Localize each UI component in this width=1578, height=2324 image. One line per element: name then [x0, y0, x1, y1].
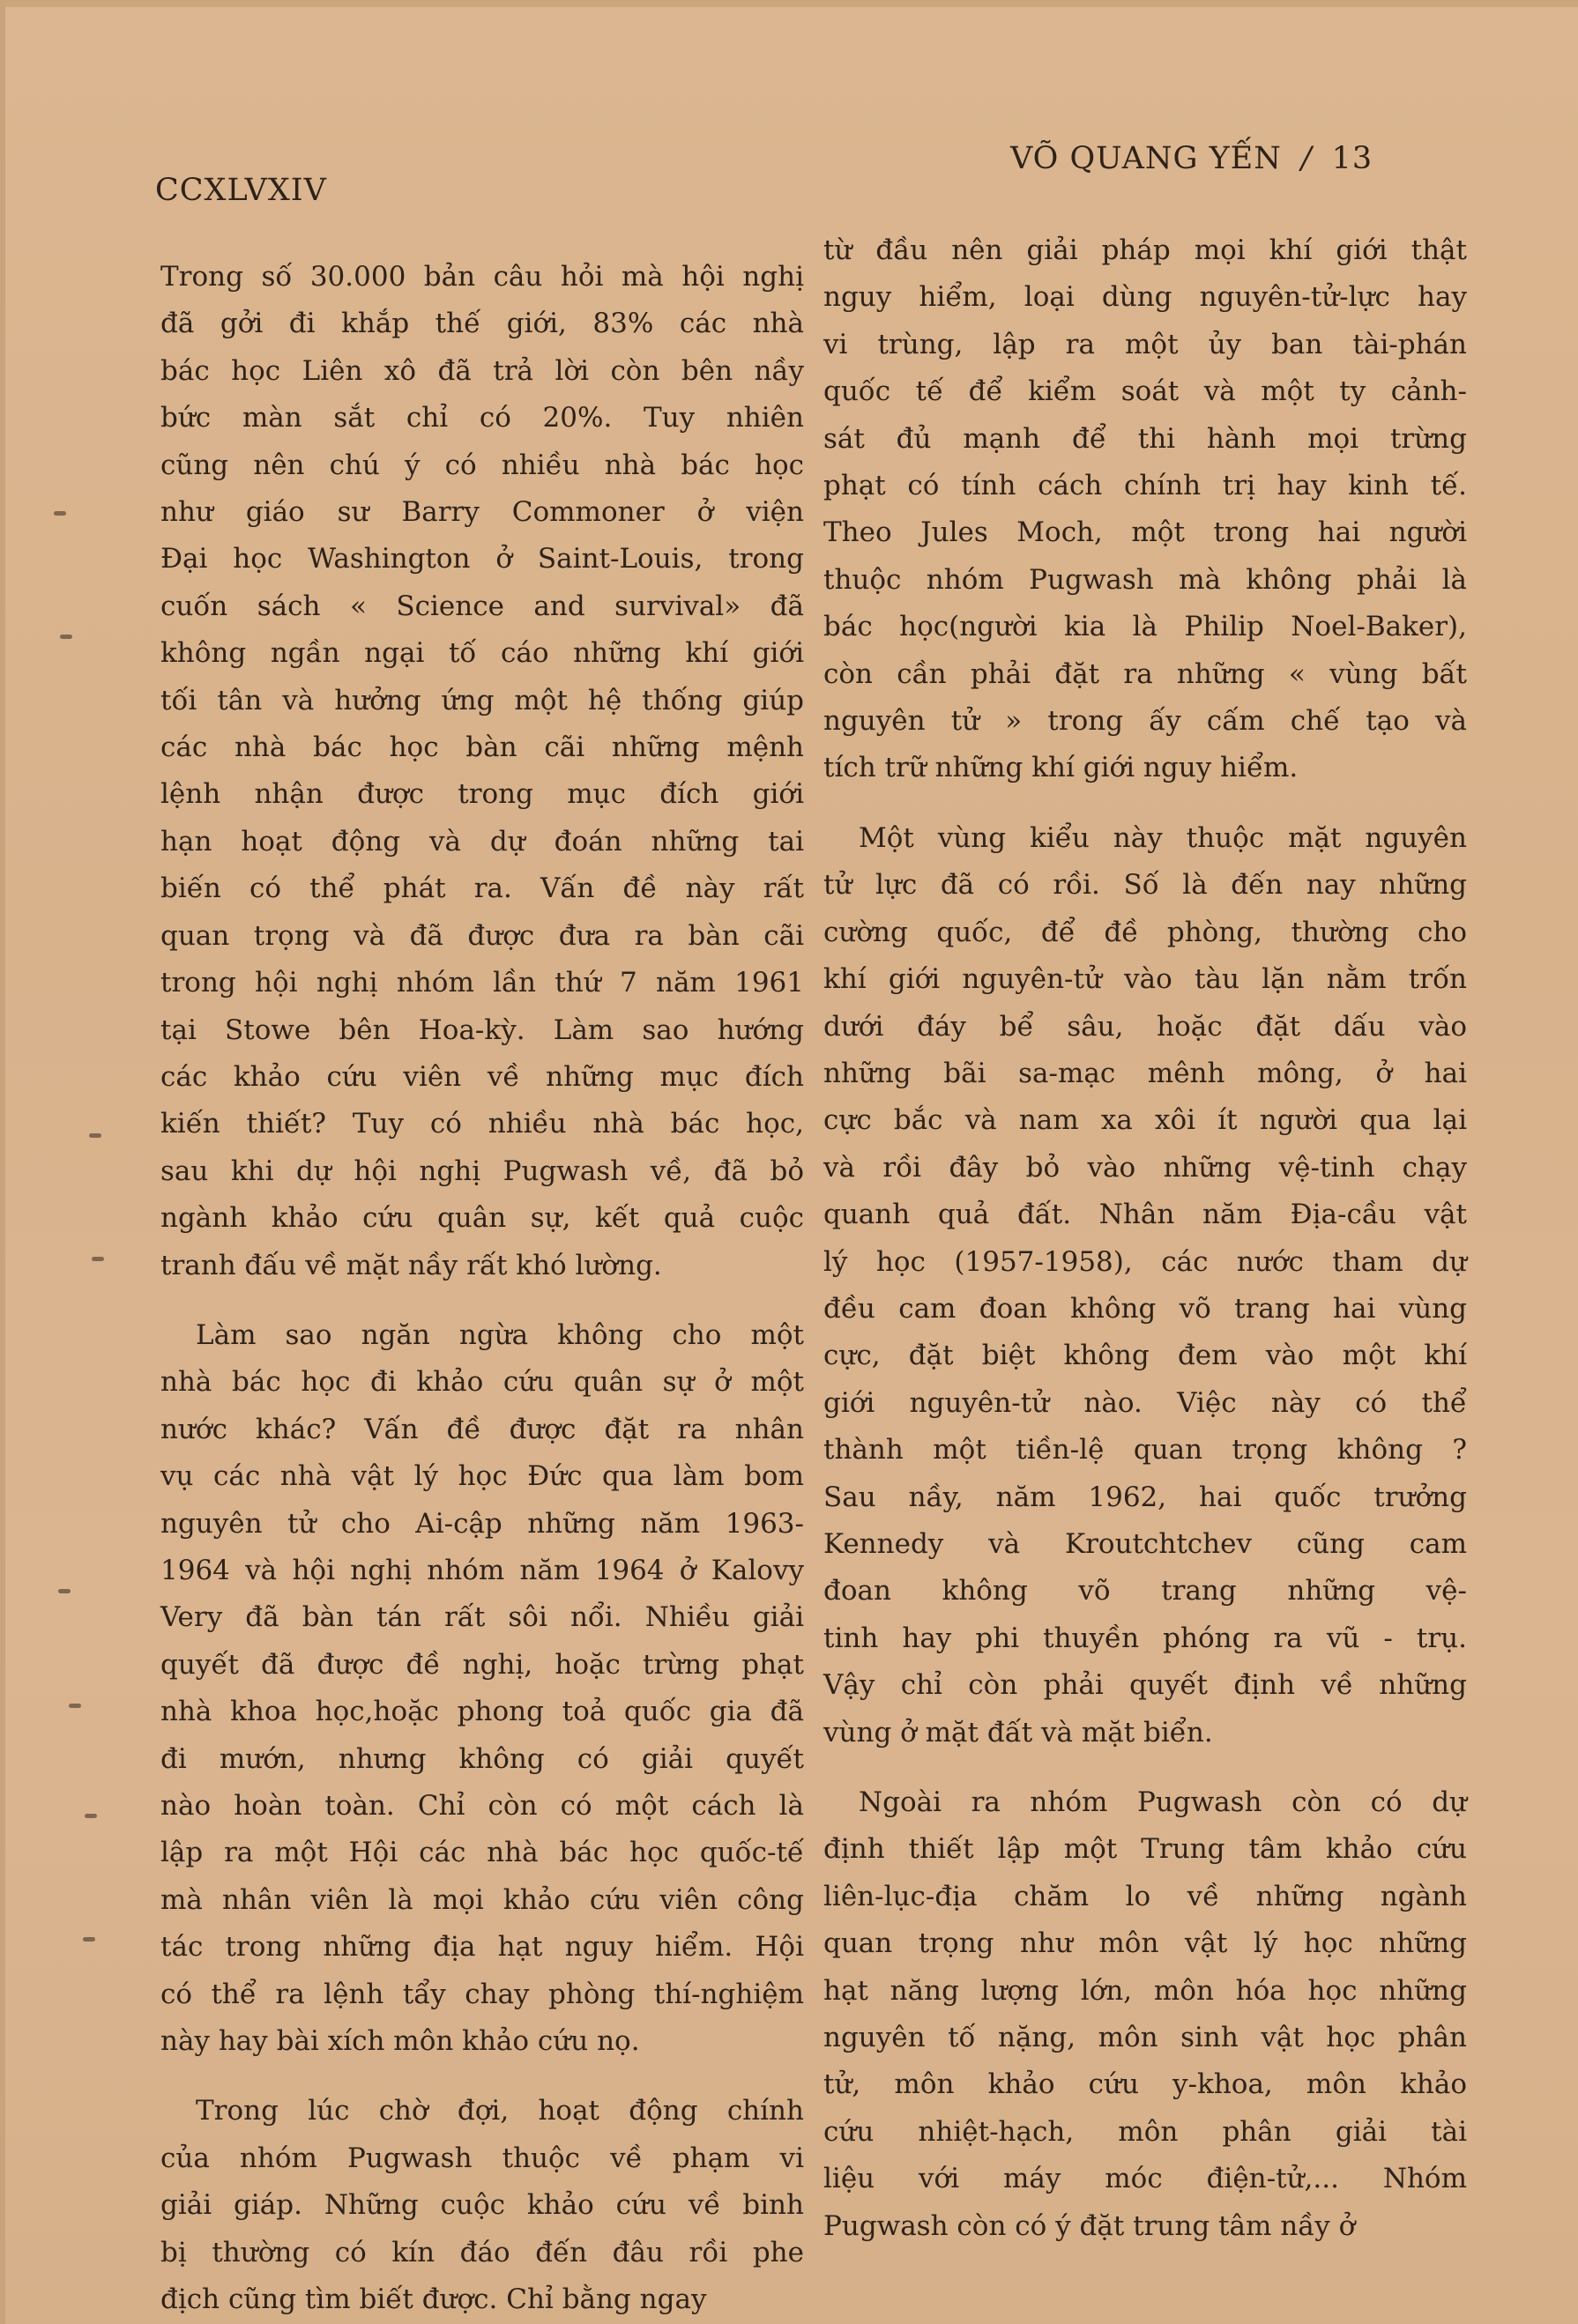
- text-line: bác học Liên xô đã trả lời còn bên nầy: [160, 354, 804, 387]
- text-line: phạt có tính cách chính trị hay kinh tế.: [823, 470, 1467, 502]
- paragraph-gap: [160, 2065, 804, 2088]
- text-line: cực bắc và nam xa xôi ít người qua lại: [823, 1104, 1467, 1137]
- text-line: Trong số 30.000 bản câu hỏi mà hội nghị: [160, 261, 804, 293]
- text-line: nguyên tử » trong ấy cấm chế tạo và: [823, 705, 1467, 738]
- text-line: biến có thể phát ra. Vấn đề này rất: [160, 872, 804, 905]
- text-line: đều cam đoan không võ trang hai vùng: [823, 1292, 1467, 1325]
- text-line: cứu nhiệt-hạch, môn phân giải tài: [823, 2115, 1467, 2148]
- text-line: kiến thiết? Tuy có nhiều nhà bác học,: [160, 1108, 804, 1140]
- text-line: của nhóm Pugwash thuộc về phạm vi: [160, 2142, 804, 2174]
- text-line: bị thường có kín đáo đến đâu rồi phe: [160, 2236, 804, 2268]
- text-line: quyết đã được đề nghị, hoặc trừng phạt: [160, 1648, 804, 1681]
- text-line: sau khi dự hội nghị Pugwash về, đã bỏ: [160, 1155, 804, 1187]
- text-line: Trong lúc chờ đợi, hoạt động chính: [196, 2095, 804, 2127]
- margin-mark: [58, 1589, 71, 1593]
- text-line: nhà bác học đi khảo cứu quân sự ở một: [160, 1366, 804, 1399]
- text-line: bức màn sắt chỉ có 20%. Tuy nhiên: [160, 402, 804, 434]
- text-line: đã gởi đi khắp thế giới, 83% các nhà: [160, 308, 804, 340]
- text-line: lệnh nhận được trong mục đích giới: [160, 778, 804, 811]
- text-line: dưới đáy bể sâu, hoặc đặt dấu vào: [823, 1010, 1467, 1043]
- margin-mark: [69, 1704, 81, 1708]
- text-line: vùng ở mặt đất và mặt biển.: [823, 1716, 1213, 1749]
- page-label: CCXLVXIV: [155, 173, 327, 208]
- text-line: tử lực đã có rồi. Số là đến nay những: [823, 869, 1467, 902]
- paragraph: [823, 227, 1467, 792]
- text-line: ngành khảo cứu quân sự, kết quả cuộc: [160, 1202, 804, 1235]
- text-line: tại Stowe bên Hoa-kỳ. Làm sao hướng: [160, 1014, 804, 1046]
- paragraph-gap: [823, 792, 1467, 815]
- text-line: khí giới nguyên-tử vào tàu lặn nằm trốn: [823, 963, 1467, 996]
- text-line: nhà khoa học,hoặc phong toả quốc gia đã: [160, 1696, 804, 1728]
- text-line: nào hoàn toàn. Chỉ còn có một cách là: [160, 1790, 804, 1822]
- text-line: đoan không võ trang những vệ-: [823, 1575, 1467, 1607]
- paragraph-gap: [823, 1756, 1467, 1779]
- text-line: nguyên tử cho Ai-cập những năm 1963-: [160, 1507, 804, 1540]
- text-line: địch cũng tìm biết được. Chỉ bằng ngay: [160, 2283, 707, 2316]
- paragraph: [823, 815, 1467, 1756]
- header-separator: /: [1300, 141, 1313, 176]
- margin-mark: [89, 1133, 101, 1138]
- text-line: quan trọng và đã được đưa ra bàn cãi: [160, 919, 804, 952]
- text-line: như giáo sư Barry Commoner ở viện: [160, 496, 804, 529]
- text-line: bác học(người kia là Philip Noel-Baker),: [823, 611, 1467, 643]
- text-line: nguy hiểm, loại dùng nguyên-tử-lực hay: [823, 281, 1467, 314]
- text-line: vi trùng, lập ra một ủy ban tài-phán: [823, 328, 1467, 360]
- text-line: liên-lục-địa chăm lo về những ngành: [823, 1880, 1467, 1912]
- text-line: Theo Jules Moch, một trong hai người: [823, 516, 1467, 549]
- text-line: thuộc nhóm Pugwash mà không phải là: [823, 563, 1467, 596]
- margin-mark: [92, 1257, 104, 1261]
- text-line: lý học (1957-1958), các nước tham dự: [823, 1245, 1467, 1278]
- text-line: không ngần ngại tố cáo những khí giới: [160, 637, 804, 670]
- margin-mark: [85, 1814, 97, 1818]
- text-line: hạn hoạt động và dự đoán những tai: [160, 825, 804, 858]
- text-line: cuốn sách « Science and survival» đã: [160, 590, 804, 622]
- text-line: tranh đấu về mặt nầy rất khó lường.: [160, 1249, 662, 1281]
- text-line: Very đã bàn tán rất sôi nổi. Nhiều giải: [160, 1601, 804, 1634]
- text-line: tử, môn khảo cứu y-khoa, môn khảo: [823, 2068, 1467, 2101]
- running-header: [1010, 141, 1373, 176]
- text-line: quanh quả đất. Nhân năm Địa-cầu vật: [823, 1199, 1467, 1231]
- paragraph: [160, 254, 804, 1289]
- text-line: vụ các nhà vật lý học Đức qua làm bom: [160, 1460, 804, 1493]
- text-line: mà nhân viên là mọi khảo cứu viên công: [160, 1883, 804, 1916]
- text-line: các nhà bác học bàn cãi những mệnh: [160, 731, 804, 764]
- text-line: nước khác? Vấn đề được đặt ra nhân: [160, 1413, 804, 1445]
- margin-mark: [60, 635, 72, 639]
- text-line: lập ra một Hội các nhà bác học quốc-tế: [160, 1837, 804, 1869]
- text-line: cực, đặt biệt không đem vào một khí: [823, 1340, 1467, 1372]
- text-line: cường quốc, để đề phòng, thường cho: [823, 916, 1467, 948]
- text-line: liệu với máy móc điện-tử,... Nhóm: [823, 2163, 1467, 2195]
- text-line: thành một tiền-lệ quan trọng không ?: [823, 1434, 1467, 1466]
- text-line: đi mướn, nhưng không có giải quyết: [160, 1742, 804, 1775]
- text-line: trong hội nghị nhóm lần thứ 7 năm 1961: [160, 967, 804, 999]
- text-line: quốc tế để kiểm soát và một ty cảnh-: [823, 375, 1467, 408]
- text-line: hạt năng lượng lớn, môn hóa học những: [823, 1974, 1467, 2007]
- text-line: Làm sao ngăn ngừa không cho một: [196, 1318, 804, 1351]
- text-line: 1964 và hội nghị nhóm năm 1964 ở Kalovy: [160, 1554, 804, 1586]
- margin-mark: [83, 1937, 95, 1942]
- left-column: [160, 254, 804, 2323]
- margin-mark: [54, 511, 66, 516]
- text-line: giải giáp. Những cuộc khảo cứu về binh: [160, 2189, 804, 2222]
- text-line: Kennedy và Kroutchtchev cũng cam: [823, 1527, 1467, 1560]
- text-line: này hay bài xích môn khảo cứu nọ.: [160, 2025, 640, 2058]
- text-line: giới nguyên-tử nào. Việc này có thể: [823, 1386, 1467, 1419]
- text-line: tối tân và hưởng ứng một hệ thống giúp: [160, 684, 804, 717]
- text-line: có thể ra lệnh tẩy chay phòng thí-nghiệm: [160, 1978, 804, 2010]
- text-line: nguyên tố nặng, môn sinh vật học phân: [823, 2022, 1467, 2054]
- text-line: Sau nầy, năm 1962, hai quốc trưởng: [823, 1481, 1467, 1513]
- right-column: [823, 227, 1467, 2250]
- text-line: Đại học Washington ở Saint-Louis, trong: [160, 543, 804, 575]
- text-line: và rồi đây bỏ vào những vệ-tinh chạy: [823, 1151, 1467, 1184]
- text-line: Một vùng kiểu này thuộc mặt nguyên: [859, 821, 1467, 854]
- text-line: từ đầu nên giải pháp mọi khí giới thật: [823, 234, 1467, 266]
- text-line: sát đủ mạnh để thi hành mọi trừng: [823, 422, 1467, 455]
- text-line: tinh hay phi thuyền phóng ra vũ - trụ.: [823, 1622, 1467, 1654]
- text-line: tác trong những địa hạt nguy hiểm. Hội: [160, 1931, 804, 1964]
- page-number: 13: [1331, 141, 1373, 176]
- text-line: các khảo cứu viên về những mục đích: [160, 1060, 804, 1093]
- text-line: cũng nên chú ý có nhiều nhà bác học: [160, 449, 804, 481]
- text-line: Vậy chỉ còn phải quyết định về những: [823, 1669, 1467, 1702]
- text-line: còn cần phải đặt ra những « vùng bất: [823, 657, 1467, 690]
- author-name: VÕ QUANG YẾN: [1010, 141, 1282, 176]
- paragraph-gap: [160, 1289, 804, 1312]
- paragraph: [160, 2088, 804, 2323]
- text-line: tích trữ những khí giới nguy hiểm.: [823, 752, 1299, 784]
- text-line: Pugwash còn có ý đặt trung tâm nầy ở: [823, 2209, 1356, 2242]
- paragraph: [160, 1312, 804, 2066]
- text-line: quan trọng như môn vật lý học những: [823, 1927, 1467, 1960]
- text-line: định thiết lập một Trung tâm khảo cứu: [823, 1833, 1467, 1866]
- text-line: những bãi sa-mạc mênh mông, ở hai: [823, 1057, 1467, 1089]
- paragraph: [823, 1779, 1467, 2250]
- text-line: Ngoài ra nhóm Pugwash còn có dự: [859, 1786, 1467, 1818]
